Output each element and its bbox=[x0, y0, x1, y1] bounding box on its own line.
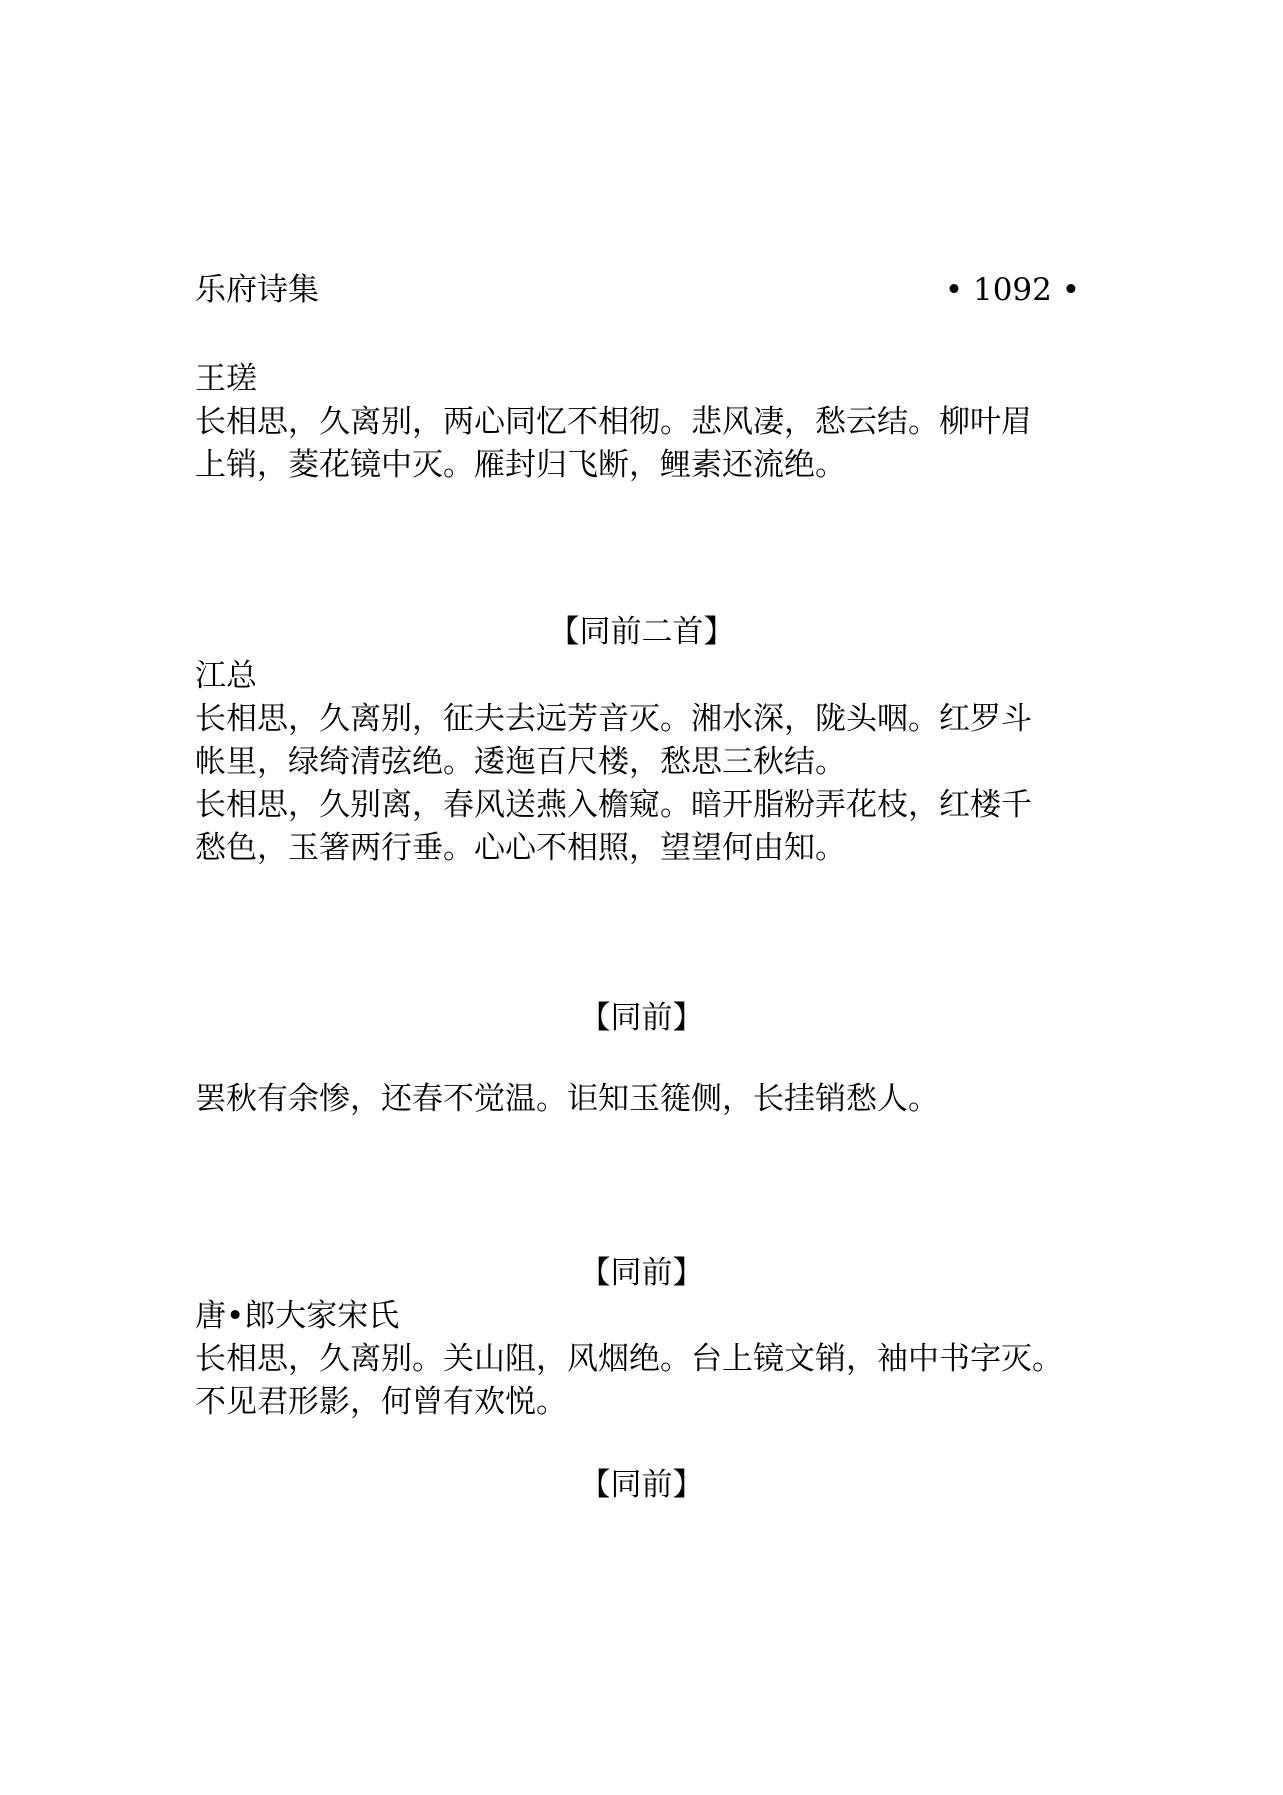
poem-line: 不见君形影，何曾有欢悦。 bbox=[195, 1384, 567, 1420]
poem-author: 江总 bbox=[195, 658, 257, 694]
poem-line: 愁色，玉箸两行垂。心心不相照，望望何由知。 bbox=[195, 830, 846, 866]
poem-line: 长相思，久离别。关山阻，风烟绝。台上镜文销，袖中书字灭。 bbox=[195, 1341, 1063, 1377]
poem-heading: 【同前】 bbox=[579, 1000, 704, 1036]
poem-line: 长相思，久离别，征夫去远芳音灭。湘水深，陇头咽。红罗斗 bbox=[195, 701, 1032, 737]
poem-author: 唐•郎大家宋氏 bbox=[195, 1298, 400, 1334]
poem-line: 长相思，久别离，春风送燕入檐窥。暗开脂粉弄花枝，红楼千 bbox=[195, 787, 1032, 823]
poem-line: 罢秋有余惨，还春不觉温。讵知玉簁侧，长挂销愁人。 bbox=[195, 1081, 939, 1117]
poem-section-2 bbox=[195, 655, 1115, 870]
poem-line: 帐里，绿绮清弦绝。逶迤百尺楼，愁思三秋结。 bbox=[195, 744, 846, 780]
poem-line: 上销，菱花镜中灭。雁封归飞断，鲤素还流绝。 bbox=[195, 447, 846, 483]
poem-heading: 【同前】 bbox=[579, 1255, 704, 1291]
poem-section-4 bbox=[195, 1295, 1115, 1424]
poem-author: 王瑳 bbox=[195, 361, 257, 397]
book-title: 乐府诗集 bbox=[195, 272, 319, 308]
poem-line: 长相思，久离别，两心同忆不相彻。悲风凄，愁云结。柳叶眉 bbox=[195, 404, 1032, 440]
poem-section-3 bbox=[195, 1078, 1115, 1121]
poem-heading: 【同前二首】 bbox=[548, 614, 735, 650]
poem-section-1 bbox=[195, 358, 1115, 487]
page-number: • 1092 • bbox=[944, 272, 1080, 308]
poem-heading: 【同前】 bbox=[579, 1467, 704, 1503]
